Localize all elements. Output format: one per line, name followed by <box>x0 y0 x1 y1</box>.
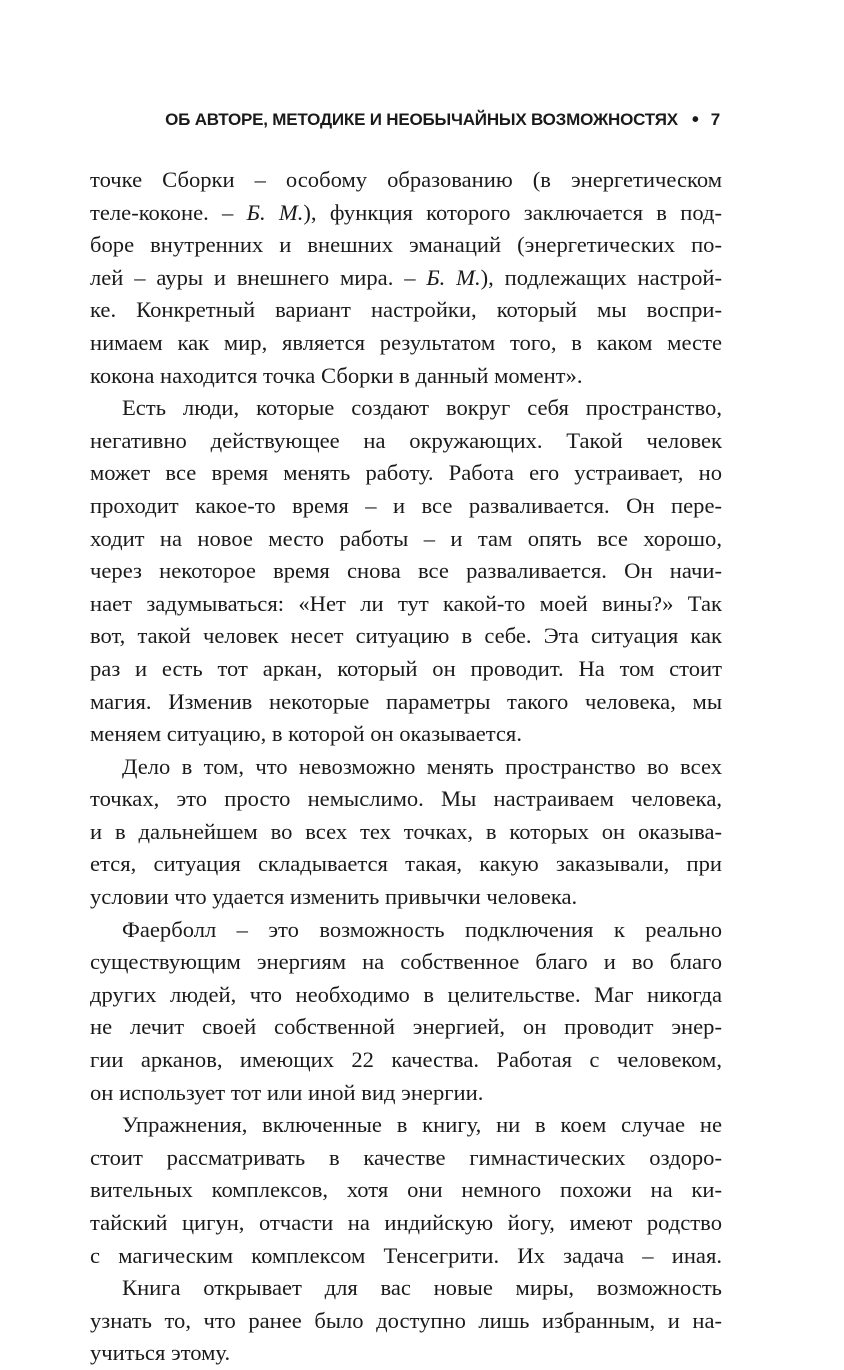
text-line: раз и есть тот аркан, который он проводит. На том стоит <box>90 655 722 681</box>
paragraph-first-line: Книга открывает для вас новые миры, возможность <box>122 1275 722 1301</box>
text-line: тайский цигун, отчасти на индийскую йогу, имеют родство <box>90 1210 722 1235</box>
header-bullet: • <box>691 109 699 131</box>
running-header <box>90 110 720 130</box>
text-line: через некоторое время снова все разваливается. Он начи- <box>90 558 722 584</box>
text-line: условии что удается изменить привычки человека. <box>90 884 578 910</box>
text-line: нимаем как мир, является результатом того, в каком месте <box>90 329 722 355</box>
text-line: с магическим комплексом Тенсегрити. Их задача – иная. <box>90 1242 722 1268</box>
text-line: других людей, что необходимо в целительстве. Маг никогда <box>90 981 722 1007</box>
text-line: точке Сборки – особому образованию (в энергетическом <box>90 167 722 192</box>
text-line: проходит какое-то время – и все разваливается. Он пере- <box>90 492 722 518</box>
text-line: не лечит своей собственной энергией, он проводит энер- <box>90 1014 722 1040</box>
text-line: магия. Изменив некоторые параметры такого человека, мы <box>90 688 722 714</box>
text-line: лей – ауры и внешнего мира. – Б. М.), подлежащих настрой- <box>90 264 722 290</box>
text-line: меняем ситуацию, в которой он оказывается. <box>90 721 522 747</box>
text-line: ходит на новое место работы – и там опять все хорошо, <box>90 525 722 551</box>
text-line: боре внутренних и внешних эманаций (энергетических по- <box>90 232 722 258</box>
text-line: может все время менять работу. Работа его устраивает, но <box>90 460 722 486</box>
paragraph-first-line: Есть люди, которые создают вокруг себя пространство, <box>122 395 722 421</box>
paragraph-first-line: Упражнения, включенные в книгу, ни в коем случае не <box>122 1112 722 1138</box>
text-line: существующим энергиям на собственное благо и во благо <box>90 949 722 975</box>
text-line: негативно действующее на окружающих. Такой человек <box>90 427 722 453</box>
text-line: стоит рассматривать в качестве гимнастических оздоро- <box>90 1144 722 1170</box>
paragraph-first-line: Дело в том, что невозможно менять пространство во всех <box>122 753 722 779</box>
text-line: и в дальнейшем во всех тех точках, в которых он оказыва- <box>90 818 722 844</box>
text-line: ке. Конкретный вариант настройки, который мы воспри- <box>90 297 722 323</box>
page-number: 7 <box>710 110 720 129</box>
body-text <box>90 164 722 1370</box>
text-line: вительных комплексов, хотя они немного похожи на ки- <box>90 1177 722 1203</box>
text-line: узнать то, что ранее было доступно лишь избранным, и на- <box>90 1307 722 1333</box>
text-line: гии арканов, имеющих 22 качества. Работая с человеком, <box>90 1047 722 1073</box>
text-line: вот, такой человек несет ситуацию в себе. Эта ситуация как <box>90 623 722 649</box>
text-line: нает задумываться: «Нет ли тут какой-то моей вины?» Так <box>90 590 722 616</box>
text-line: точках, это просто немыслимо. Мы настраиваем человека, <box>90 786 722 812</box>
text-line: он использует тот или иной вид энергии. <box>90 1079 484 1105</box>
author-initials: Б. М. <box>426 264 481 290</box>
paragraph-first-line: Фаерболл – это возможность подключения к реально <box>122 916 722 942</box>
text-line: теле-коконе. – Б. М.), функция которого заключается в под- <box>90 199 722 225</box>
text-line: ется, ситуация складывается такая, какую заказывали, при <box>90 851 722 877</box>
author-initials: Б. М. <box>246 199 304 225</box>
text-line: кокона находится точка Сборки в данный момент». <box>90 362 583 388</box>
header-title: ОБ АВТОРЕ, МЕТОДИКЕ И НЕОБЫЧАЙНЫХ ВОЗМОЖНОСТЯХ <box>165 110 678 129</box>
text-line: учиться этому. <box>90 1340 231 1366</box>
